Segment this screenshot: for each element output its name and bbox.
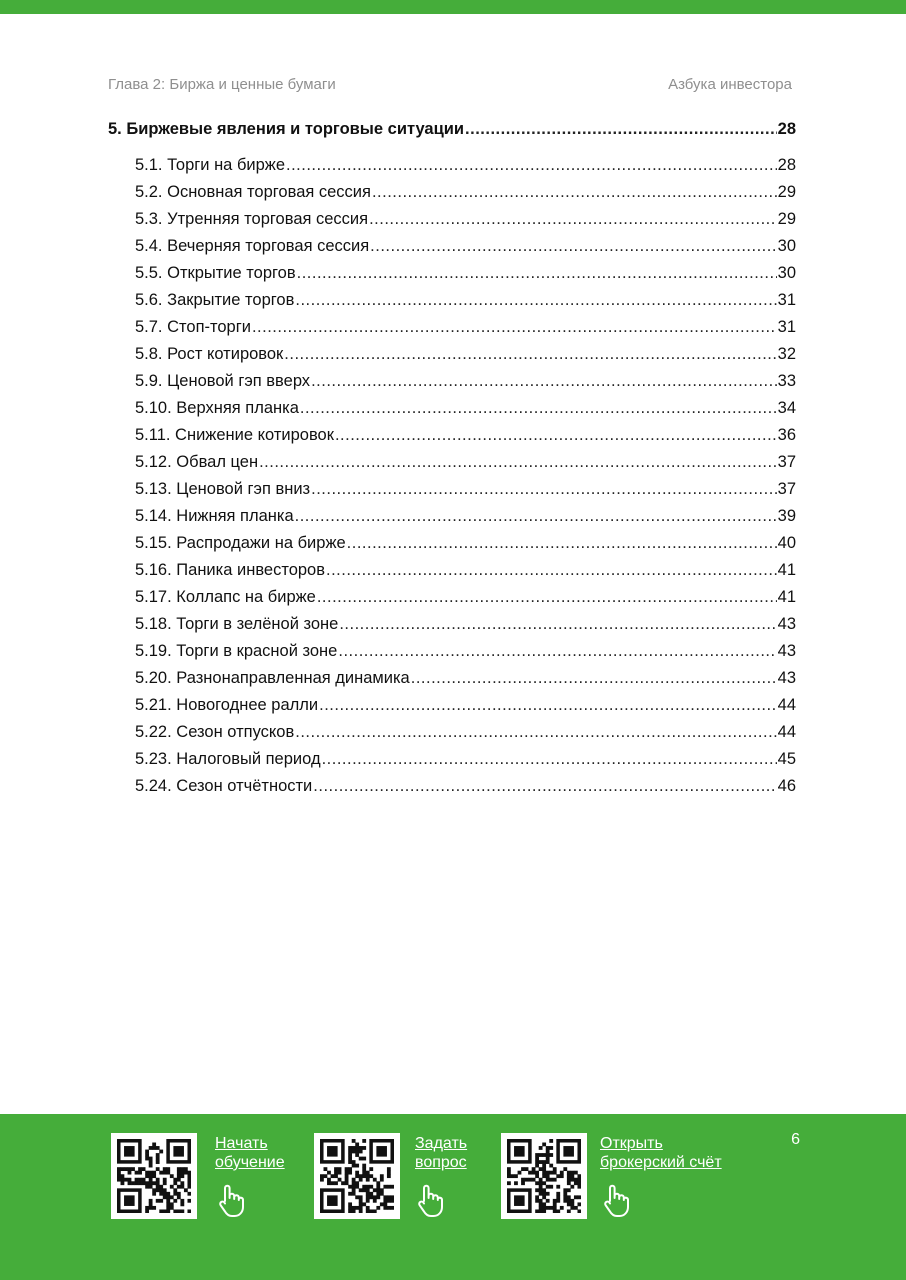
toc-entry-title: 5.24. Сезон отчётности: [135, 777, 313, 795]
toc-dot-leader: [369, 209, 777, 229]
toc-entry-page: 31: [777, 291, 796, 309]
toc-entry[interactable]: [108, 695, 796, 722]
ask-question-link[interactable]: [415, 1134, 467, 1172]
toc-entry[interactable]: [108, 398, 796, 425]
toc-dot-leader: [295, 722, 776, 742]
toc-dot-leader: [311, 371, 777, 391]
toc-section-page: 28: [777, 120, 796, 138]
toc-entry-title: 5.14. Нижняя планка: [135, 507, 294, 525]
toc-entry-title: 5.13. Ценовой гэп вниз: [135, 480, 311, 498]
toc-entry[interactable]: [108, 209, 796, 236]
toc-entry[interactable]: [108, 344, 796, 371]
toc-entry-title: 5.21. Новогоднее ралли: [135, 696, 319, 714]
toc-dot-leader: [297, 263, 777, 283]
toc-dot-leader: [338, 641, 776, 661]
toc-entry[interactable]: [108, 533, 796, 560]
toc-entry-title: 5.7. Стоп-торги: [135, 318, 251, 336]
toc-entry-title: 5.10. Верхняя планка: [135, 399, 299, 417]
toc-entry[interactable]: [108, 722, 796, 749]
toc-dot-leader: [319, 695, 777, 715]
toc-entry[interactable]: [108, 317, 796, 344]
pointing-hand-icon: [218, 1184, 244, 1223]
toc-dot-leader: [295, 290, 776, 310]
toc-entry-page: 43: [777, 669, 796, 687]
toc-dot-leader: [313, 776, 776, 796]
pointing-hand-icon: [417, 1184, 443, 1223]
toc-entry-title: 5.15. Распродажи на бирже: [135, 534, 346, 552]
toc-entry[interactable]: [108, 479, 796, 506]
toc-entry-page: 30: [777, 237, 796, 255]
toc-entry-page: 44: [777, 723, 796, 741]
toc-entry-page: 37: [777, 480, 796, 498]
toc-entry[interactable]: [108, 560, 796, 587]
toc-entry[interactable]: [108, 425, 796, 452]
toc-entry-title: 5.2. Основная торговая сессия: [135, 183, 371, 201]
toc-entry[interactable]: [108, 668, 796, 695]
link-line-2: обучение: [215, 1154, 285, 1171]
link-line-1: Задать: [415, 1135, 468, 1152]
toc-dot-leader: [284, 344, 776, 364]
toc-dot-leader: [317, 587, 777, 607]
toc-entry[interactable]: [108, 776, 796, 803]
toc-entry-title: 5.19. Торги в красной зоне: [135, 642, 338, 660]
toc-entry-title: 5.22. Сезон отпусков: [135, 723, 295, 741]
qr-code-start-learning[interactable]: [111, 1133, 197, 1219]
toc-entry[interactable]: [108, 641, 796, 668]
toc-entry[interactable]: [108, 749, 796, 776]
toc-dot-leader: [286, 155, 777, 175]
toc-entry[interactable]: [108, 290, 796, 317]
top-accent-bar: [0, 0, 906, 14]
link-line-1: Начать: [215, 1135, 268, 1152]
toc-section-title: 5. Биржевые явления и торговые ситуации: [108, 120, 465, 138]
toc-entry-page: 43: [777, 642, 796, 660]
toc-entry-page: 40: [777, 534, 796, 552]
toc-entry-title: 5.11. Снижение котировок: [135, 426, 334, 444]
toc-entry[interactable]: [108, 263, 796, 290]
toc-dot-leader: [370, 236, 776, 256]
toc-entry-title: 5.8. Рост котировок: [135, 345, 284, 363]
toc-entry-title: 5.1. Торги на бирже: [135, 156, 285, 174]
toc-dot-leader: [372, 182, 777, 202]
toc-entry-page: 33: [777, 372, 796, 390]
toc-entry-title: 5.12. Обвал цен: [135, 453, 259, 471]
toc-entry-page: 37: [777, 453, 796, 471]
toc-entry-title: 5.18. Торги в зелёной зоне: [135, 615, 339, 633]
pointing-hand-icon: [603, 1184, 629, 1223]
toc-entry-page: 41: [777, 561, 796, 579]
toc-entry-title: 5.4. Вечерняя торговая сессия: [135, 237, 370, 255]
table-of-contents: [108, 119, 796, 803]
toc-entry-page: 45: [777, 750, 796, 768]
toc-entry-page: 29: [777, 210, 796, 228]
toc-dot-leader: [339, 614, 776, 634]
link-line-2: вопрос: [415, 1154, 467, 1171]
toc-entry-page: 44: [777, 696, 796, 714]
toc-entry[interactable]: [108, 182, 796, 209]
toc-dot-leader: [326, 560, 777, 580]
toc-entry-page: 32: [777, 345, 796, 363]
link-line-1: Открыть: [600, 1135, 663, 1152]
toc-entry-page: 30: [777, 264, 796, 282]
toc-entry[interactable]: [108, 155, 796, 182]
toc-entry-page: 39: [777, 507, 796, 525]
toc-entry[interactable]: [108, 236, 796, 263]
toc-entry-page: 31: [777, 318, 796, 336]
toc-dot-leader: [322, 749, 777, 769]
qr-code-open-account[interactable]: [501, 1133, 587, 1219]
toc-entry[interactable]: [108, 506, 796, 533]
open-brokerage-account-link[interactable]: [600, 1134, 722, 1172]
toc-dot-leader: [347, 533, 777, 553]
toc-section-heading[interactable]: [108, 119, 796, 155]
footer-bar: [0, 1114, 906, 1280]
toc-entry-title: 5.17. Коллапс на бирже: [135, 588, 316, 606]
toc-entry-page: 28: [777, 156, 796, 174]
toc-entry[interactable]: [108, 371, 796, 398]
toc-entry-title: 5.20. Разнонаправленная динамика: [135, 669, 410, 687]
running-header: [108, 76, 792, 96]
toc-entry-page: 46: [777, 777, 796, 795]
toc-entry-title: 5.16. Паника инвесторов: [135, 561, 325, 579]
toc-entry-page: 43: [777, 615, 796, 633]
toc-entry-page: 41: [777, 588, 796, 606]
toc-dot-leader: [300, 398, 777, 418]
qr-code-pattern: [507, 1139, 581, 1213]
toc-dot-leader: [252, 317, 777, 337]
toc-entry-title: 5.5. Открытие торгов: [135, 264, 296, 282]
book-title: Азбука инвестора: [668, 76, 792, 93]
toc-dot-leader: [295, 506, 777, 526]
page-number: 6: [791, 1131, 800, 1148]
qr-code-pattern: [117, 1139, 191, 1213]
chapter-title: Глава 2: Биржа и ценные бумаги: [108, 76, 336, 93]
toc-entry-title: 5.6. Закрытие торгов: [135, 291, 295, 309]
toc-entry-title: 5.9. Ценовой гэп вверх: [135, 372, 311, 390]
toc-entry-title: 5.3. Утренняя торговая сессия: [135, 210, 369, 228]
toc-entry-title: 5.23. Налоговый период: [135, 750, 321, 768]
toc-entry[interactable]: [108, 614, 796, 641]
toc-dot-leader: [411, 668, 777, 688]
toc-dot-leader: [465, 119, 777, 139]
qr-code-ask-question[interactable]: [314, 1133, 400, 1219]
qr-code-pattern: [320, 1139, 394, 1213]
toc-entry-page: 29: [777, 183, 796, 201]
toc-dot-leader: [259, 452, 777, 472]
toc-entry[interactable]: [108, 452, 796, 479]
start-learning-link[interactable]: [215, 1134, 285, 1172]
toc-entry[interactable]: [108, 587, 796, 614]
toc-dot-leader: [311, 479, 777, 499]
link-line-2: брокерский счёт: [600, 1154, 722, 1171]
toc-entry-page: 36: [777, 426, 796, 444]
toc-entry-page: 34: [777, 399, 796, 417]
toc-entries: [108, 155, 796, 803]
toc-dot-leader: [335, 425, 777, 445]
